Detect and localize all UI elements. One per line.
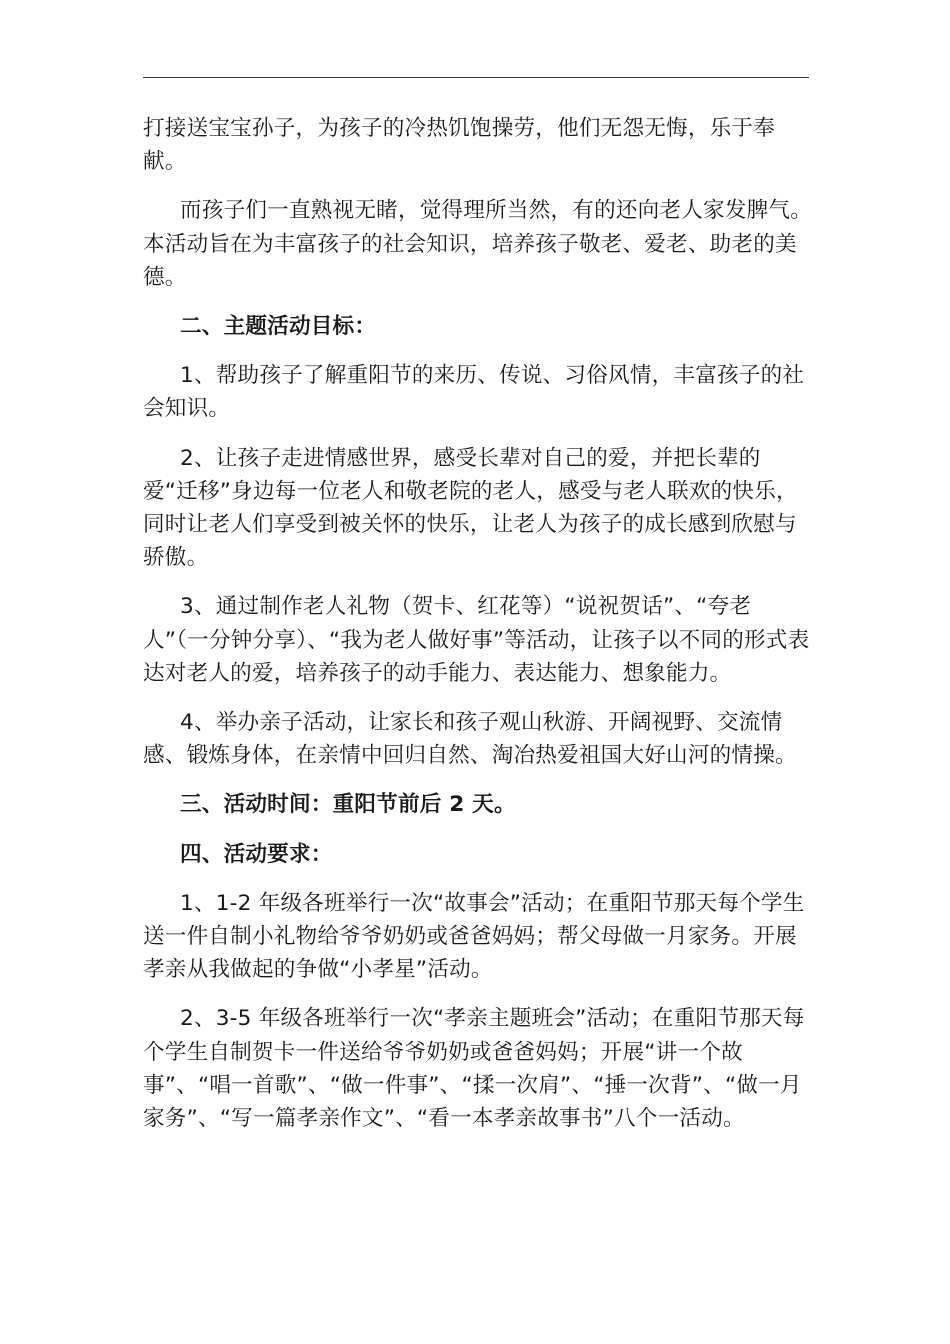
goal-item-3: 3、通过制作老人礼物（贺卡、红花等）“说祝贺话”、“夸老人”（一分钟分享）、“我为老人做好事”等活动，让孩子以不同的形式表达对老人的爱，培养孩子的动手能力、表达能力、想象能力。 [143, 594, 810, 686]
requirement-item-1: 1、1-2 年级各班举行一次“故事会”活动；在重阳节那天每个学生送一件自制小礼物给爷爷奶奶或爸爸妈妈；帮父母做一月家务。开展孝亲从我做起的争做“小孝星”活动。 [143, 890, 805, 983]
document-body [143, 112, 815, 1135]
goal-item-2: 2、让孩子走进情感世界，感受长辈对自己的爱，并把长辈的爱“迁移”身边每一位老人和敬老院的老人，感受与老人联欢的快乐，同时让老人们享受到被关怀的快乐，让老人为孩子的成长感到欣慰与骄傲。 [143, 445, 798, 571]
goal-item-1: 1、帮助孩子了解重阳节的来历、传说、习俗风情，丰富孩子的社会知识。 [143, 363, 805, 422]
paragraph-background: 而孩子们一直熟视无睹，觉得理所当然，有的还向老人家发脾气。本活动旨在为丰富孩子的社会知识，培养孩子敬老、爱老、助老的美德。 [143, 198, 813, 290]
paragraph-continuation: 打接送宝宝孙子，为孩子的冷热饥饱操劳，他们无怨无悔，乐于奉献。 [143, 116, 776, 175]
section-heading-requirements: 四、活动要求： [180, 841, 333, 867]
requirement-item-2: 2、3-5 年级各班举行一次“孝亲主题班会”活动；在重阳节那天每个学生自制贺卡一件送给爷爷奶奶或爸爸妈妈；开展“讲一个故事”、“唱一首歌”、“做一件事”、“揉一次肩”、“捶一次背”、“做一月家务”、“写一篇孝亲作文”、“看一本孝亲故事书”八个一活动。 [143, 1006, 805, 1132]
header-rule [143, 77, 809, 78]
section-heading-time: 三、活动时间：重阳节前后 2 天。 [180, 792, 516, 818]
section-heading-goals: 二、主题活动目标： [180, 314, 377, 340]
goal-item-4: 4、举办亲子活动，让家长和孩子观山秋游、开阔视野、交流情感、锻炼身体，在亲情中回归自然、淘冶热爱祖国大好山河的情操。 [143, 710, 797, 769]
